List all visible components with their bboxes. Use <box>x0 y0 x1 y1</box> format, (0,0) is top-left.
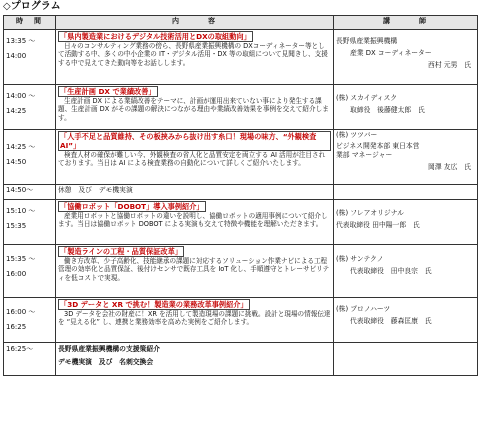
table-row <box>4 200 478 245</box>
speaker-name: 代表取締役 田中良宗 氏 <box>350 267 432 275</box>
speaker-org: (株) サンテクノ <box>336 255 384 263</box>
speaker-org: (株) スカイディスク <box>336 94 398 102</box>
table-header-row <box>4 16 478 30</box>
speaker-dept: ビジネス開発本部 東日本営 <box>336 142 420 150</box>
header-speaker: 講 師 <box>334 16 478 30</box>
content-cell <box>56 130 334 185</box>
time-end: 16:25 <box>6 323 27 331</box>
time-start: 13:35 ～ <box>6 37 36 45</box>
content-cell <box>56 85 334 130</box>
session-title: 「県内製造業におけるデジタル技術活用とDXの取組動向」 <box>60 32 251 41</box>
time-start: 15:10 ～ <box>6 207 36 215</box>
time-cell <box>4 130 56 185</box>
content-cell <box>56 245 334 298</box>
table-row <box>4 298 478 343</box>
speaker-cell <box>334 298 478 343</box>
session-title: 「生産計画 DX で業績改善」 <box>60 87 156 96</box>
time-start: 15:35 ～ <box>6 255 36 263</box>
time-end: 15:35 <box>6 222 27 230</box>
time-start: 14:25 ～ <box>6 143 36 151</box>
table-row <box>4 185 478 200</box>
speaker-name: 岡澤 友広 氏 <box>428 163 471 171</box>
break-label: 休憩 及び デモ機実演 <box>58 186 133 194</box>
content-cell <box>56 298 334 343</box>
session-description: 日々のコンサルティング業務の傍ら、長野県産業振興機構の DXコーディネーター等として活動する中、多くの中小企業の IT・デジタル活用・DX 等の取組について見聞きし、支援する中で見えてきた動向等をお話しします。 <box>58 42 328 67</box>
time-end: 14:25 <box>6 107 27 115</box>
time-start: 14:00 ～ <box>6 92 36 100</box>
time-cell <box>4 343 56 376</box>
session-title: 「人手不足と品質維持、その板挟みから抜け出す糸口！現場の味方、“外観検査 AI”」 <box>58 131 331 151</box>
table-row <box>4 85 478 130</box>
speaker-org: (株) ツツバー <box>336 131 378 139</box>
content-cell <box>56 343 334 376</box>
speaker-org: (株) フレアオリジナル <box>336 209 404 217</box>
program-heading: ◇プログラム <box>3 1 61 12</box>
speaker-name: 西村 元男 氏 <box>428 61 471 69</box>
time-end: 14:50 <box>6 158 27 166</box>
header-content: 内 容 <box>56 16 334 30</box>
table-row <box>4 245 478 298</box>
session-description: 働き方改革、少子高齢化、技能継承の課題に対応するソリューション作業ナビによる工程管理の効率化と品質保証、後付けセンサで既存工具を IoT 化し、手順遵守とトレーサビリティを低コストで実現。 <box>58 257 330 282</box>
time-cell <box>4 185 56 200</box>
speaker-role: 産業 DX コーディネーター <box>350 49 432 57</box>
time-cell <box>4 298 56 343</box>
speaker-cell <box>334 343 478 376</box>
session-description: 3D データを会社の財産に！XR を活用して製造現場の課題に挑戦。設計と現場の情報伝達を “見える化” し、連携と業務効率を高めた実例をご紹介します。 <box>58 310 331 327</box>
speaker-cell <box>334 200 478 245</box>
closing-item-1: 長野県産業振興機構の支援策紹介 <box>58 345 160 353</box>
speaker-role: 業部 マネージャー <box>336 151 393 159</box>
speaker-cell <box>334 85 478 130</box>
header-time: 時 間 <box>4 16 56 30</box>
session-description: 検査人材の確保が難しい今、外観検査の省人化と品質安定を両立する AI 活用が注目されております。当日は AI による検査業務の自動化について詳しくご紹介いたします。 <box>58 151 326 168</box>
time-start: 16:00 ～ <box>6 308 36 316</box>
time-start: 14:50～ <box>6 186 34 194</box>
content-cell <box>56 200 334 245</box>
speaker-cell <box>334 130 478 185</box>
session-title: 「製造ラインの工程・品質保証改革」 <box>60 247 182 256</box>
time-cell <box>4 85 56 130</box>
time-end: 14:00 <box>6 52 27 60</box>
time-cell <box>4 245 56 298</box>
speaker-cell <box>334 30 478 85</box>
session-title: 「3D データと XR で挑む！製造業の業務改革事例紹介」 <box>60 300 248 309</box>
speaker-name: 代表取締役 藤森匡康 氏 <box>350 317 432 325</box>
content-cell <box>56 30 334 85</box>
speaker-cell <box>334 185 478 200</box>
table-row <box>4 130 478 185</box>
time-end: 16:00 <box>6 270 27 278</box>
time-start: 16:25～ <box>6 345 34 353</box>
table-row <box>4 30 478 85</box>
speaker-name: 代表取締役 田中陽一郎 氏 <box>336 221 420 229</box>
content-cell <box>56 185 334 200</box>
time-cell <box>4 200 56 245</box>
session-description: 生産計画 DX による業績改善をテーマに、計画が運用出来ていない事により発生する課題、生産計画 DX がその課題の解決につながる理由や業績改善効果を事例を交えて紹介します。 <box>58 97 329 122</box>
session-description: 産業用ロボットと協働ロボットの違いを説明し、協働ロボットの適用事例について紹介します。当日は協働ロボット DOBOT による実演も交えて特徴や機能を理解いただきます。 <box>58 212 328 229</box>
session-title: 「協働ロボット「DOBOT」導入事例紹介」 <box>60 202 204 211</box>
speaker-org: 長野県産業振興機構 <box>336 37 398 45</box>
table-row <box>4 343 478 376</box>
time-cell <box>4 30 56 85</box>
closing-item-2: デモ機実演 及び 名刺交換会 <box>58 358 154 366</box>
speaker-org: (株) プロノハーツ <box>336 305 391 313</box>
speaker-cell <box>334 245 478 298</box>
speaker-name: 取締役 後藤健太郎 氏 <box>350 106 425 114</box>
program-table <box>3 15 478 376</box>
